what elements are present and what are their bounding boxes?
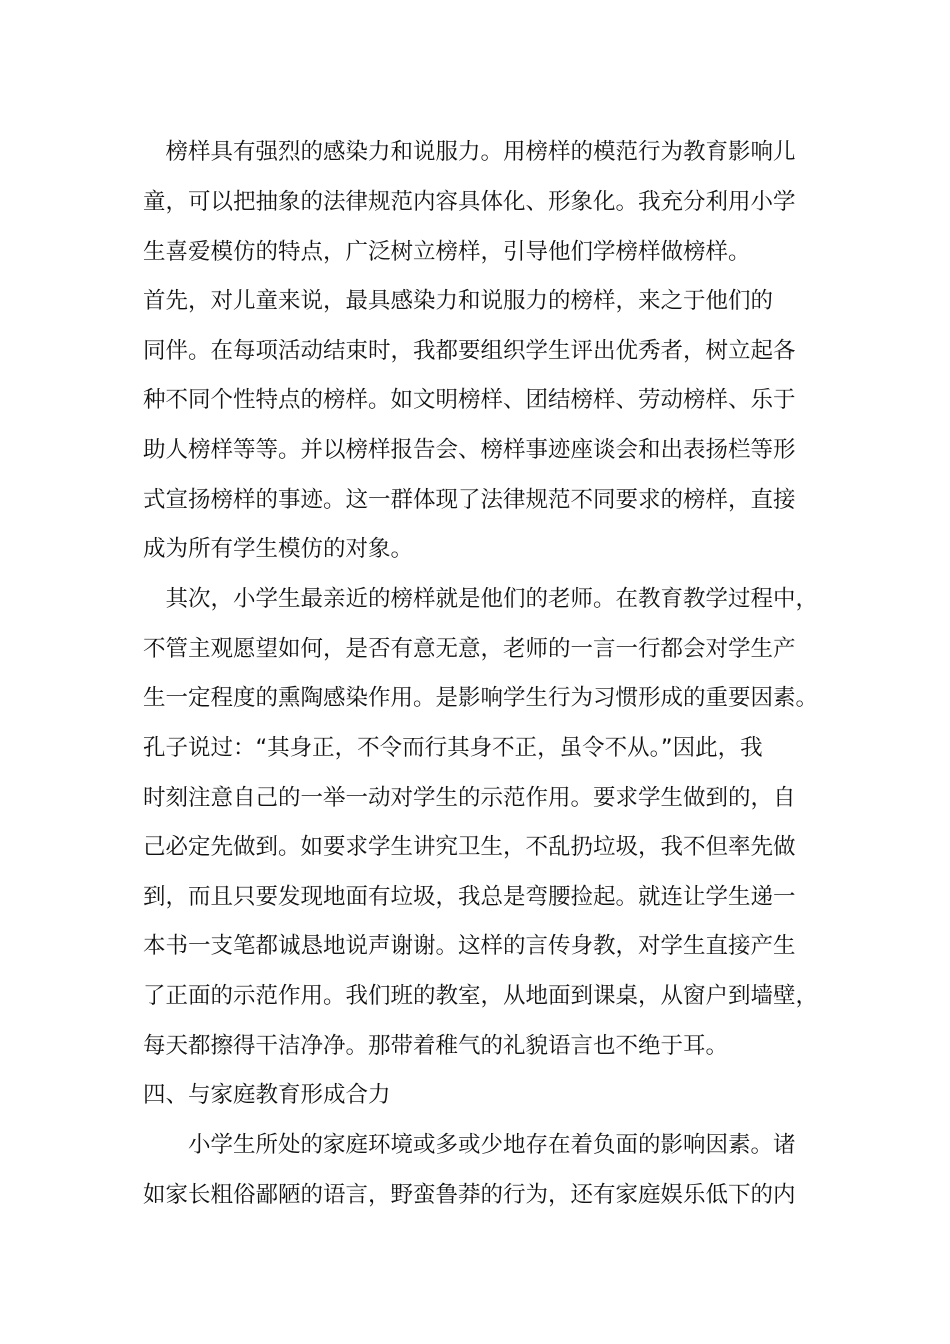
text-line: 了正面的示范作用。我们班的教室，从地面到课桌，从窗户到墙壁， xyxy=(143,983,819,1009)
text-line: 孔子说过：“其身正，不令而行其身不正，虽令不从。”因此，我 xyxy=(143,735,763,761)
text-line: 不管主观愿望如何，是否有意无意，老师的一言一行都会对学生产 xyxy=(143,636,796,662)
text-line: 种不同个性特点的榜样。如文明榜样、团结榜样、劳动榜样、乐于 xyxy=(143,387,796,413)
text-line: 每天都擦得干洁净净。那带着稚气的礼貌语言也不绝于耳。 xyxy=(143,1033,729,1059)
text-line: 其次，小学生最亲近的榜样就是他们的老师。在教育教学过程中， xyxy=(143,586,819,612)
text-line: 助人榜样等等。并以榜样报告会、榜样事迹座谈会和出表扬栏等形 xyxy=(143,437,796,463)
text-line: 到，而且只要发现地面有垃圾，我总是弯腰捡起。就连让学生递一 xyxy=(143,884,796,910)
text-line: 己必定先做到。如要求学生讲究卫生，不乱扔垃圾，我不但率先做 xyxy=(143,834,796,860)
text-line: 榜样具有强烈的感染力和说服力。用榜样的模范行为教育影响儿 xyxy=(143,139,796,165)
text-line: 生一定程度的熏陶感染作用。是影响学生行为习惯形成的重要因素。 xyxy=(143,685,819,711)
text-line: 如家长粗俗鄙陋的语言，野蛮鲁莽的行为，还有家庭娱乐低下的内 xyxy=(143,1182,796,1208)
text-line: 式宣扬榜样的事迹。这一群体现了法律规范不同要求的榜样，直接 xyxy=(143,487,796,513)
text-line: 本书一支笔都诚恳地说声谢谢。这样的言传身教，对学生直接产生 xyxy=(143,933,796,959)
text-line: 时刻注意自己的一举一动对学生的示范作用。要求学生做到的，自 xyxy=(143,785,796,811)
text-line: 小学生所处的家庭环境或多或少地存在着负面的影响因素。诸 xyxy=(143,1132,796,1158)
section-heading: 四、与家庭教育形成合力 xyxy=(143,1082,391,1108)
text-line: 生喜爱模仿的特点，广泛树立榜样，引导他们学榜样做榜样。 xyxy=(143,239,751,265)
text-line: 首先，对儿童来说，最具感染力和说服力的榜样，来之于他们的 xyxy=(143,288,774,314)
text-line: 童，可以把抽象的法律规范内容具体化、形象化。我充分利用小学 xyxy=(143,189,796,215)
text-line: 同伴。在每项活动结束时，我都要组织学生评出优秀者，树立起各 xyxy=(143,338,796,364)
text-line: 成为所有学生模仿的对象。 xyxy=(143,536,414,562)
